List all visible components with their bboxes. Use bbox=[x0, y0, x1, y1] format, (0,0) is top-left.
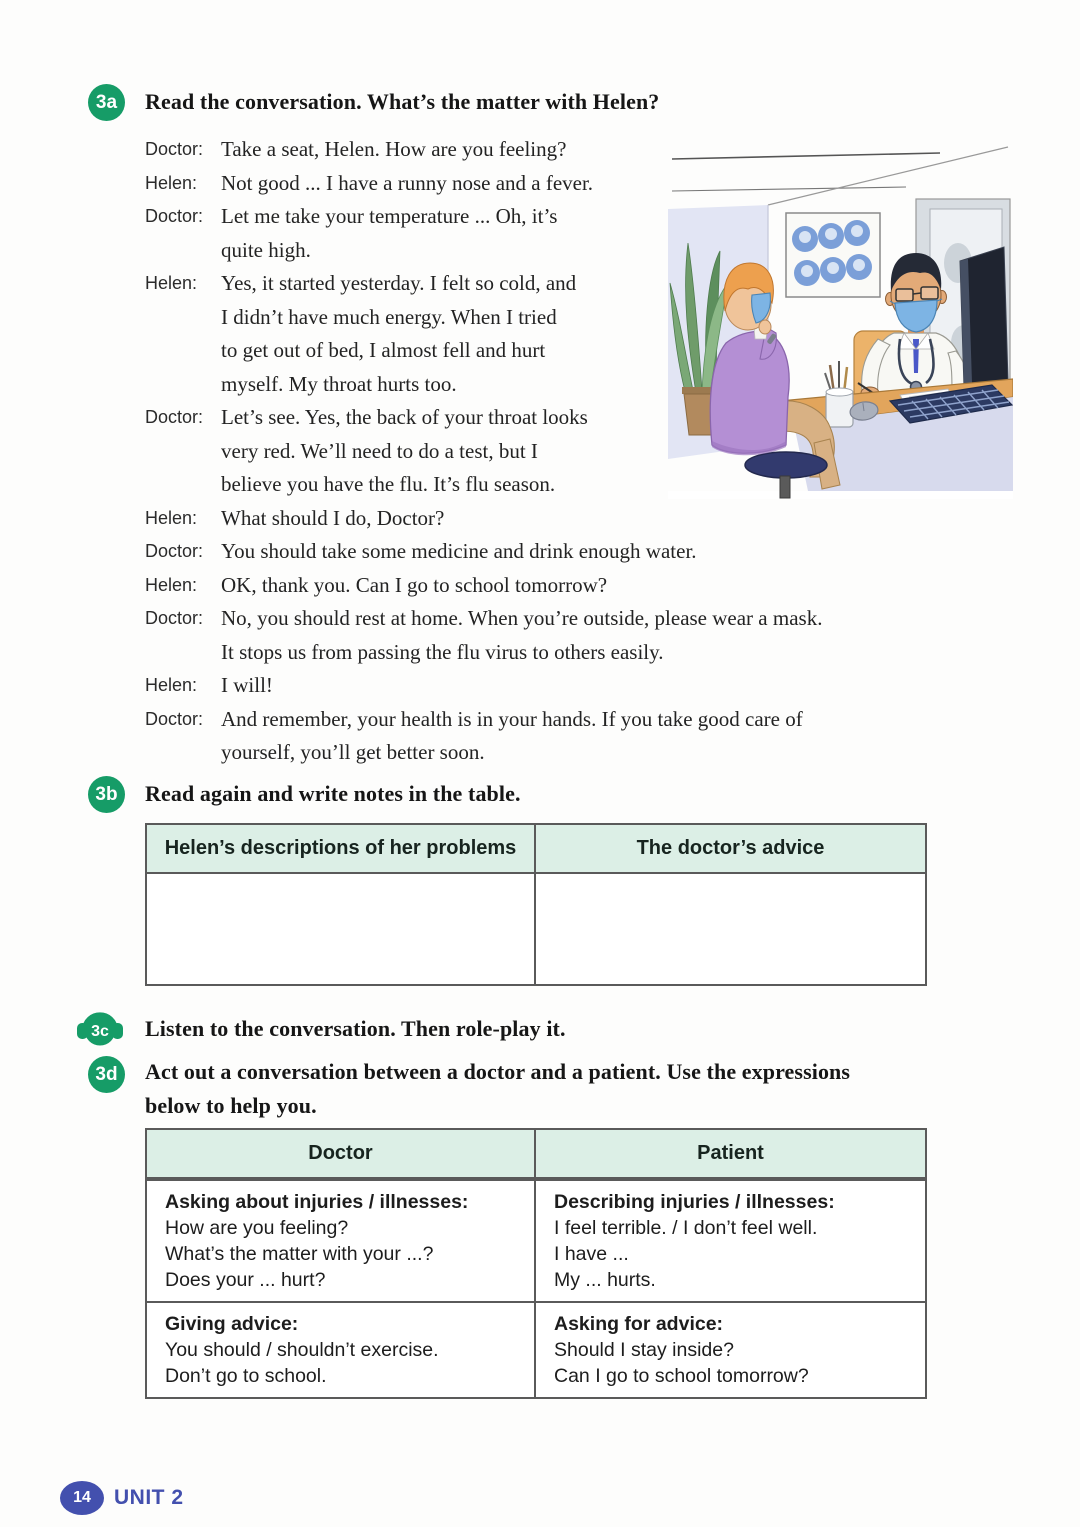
dialogue-text: believe you have the flu. It’s flu season. bbox=[221, 472, 556, 496]
conversation-line bbox=[145, 636, 945, 670]
expressions-table-body bbox=[147, 1179, 925, 1397]
page-number-badge: 14 bbox=[60, 1481, 104, 1515]
expression-category: Asking for advice: bbox=[554, 1313, 724, 1335]
dialogue-text: to get out of bed, I almost fell and hurt bbox=[221, 338, 546, 362]
expression-line: What’s the matter with your ...? bbox=[165, 1243, 434, 1265]
speaker-label bbox=[145, 468, 221, 502]
notes-table-body bbox=[147, 874, 925, 984]
conversation-line bbox=[145, 569, 945, 603]
speaker-label: Helen: bbox=[145, 574, 198, 595]
conversation-line bbox=[145, 736, 945, 770]
speaker-label: Helen: bbox=[145, 172, 198, 193]
notes-column-advice: The doctor’s advice bbox=[636, 837, 825, 859]
expression-cell-doctor bbox=[147, 1181, 536, 1301]
expression-cell-patient bbox=[536, 1303, 925, 1397]
dialogue-text: myself. My throat hurts too. bbox=[221, 371, 457, 396]
expressions-row bbox=[147, 1179, 925, 1301]
expression-line: Should I stay inside? bbox=[554, 1339, 734, 1361]
dialogue-text: You should take some medicine and drink enough water. bbox=[221, 539, 697, 563]
dialogue-text: Yes, it started yesterday. I felt so cold, and bbox=[221, 271, 577, 295]
dialogue-text: Let’s see. Yes, the back of your throat looks bbox=[221, 405, 588, 429]
expressions-column-patient: Patient bbox=[697, 1142, 764, 1164]
speaker-label: Doctor: bbox=[145, 206, 204, 226]
expression-line: I have ... bbox=[554, 1243, 629, 1265]
computer-monitor bbox=[960, 247, 1008, 387]
expressions-column-doctor: Doctor bbox=[147, 1130, 536, 1177]
doctor-office-illustration bbox=[668, 143, 1013, 499]
conversation-line bbox=[145, 703, 945, 737]
expressions-row bbox=[147, 1301, 925, 1397]
section-3c-listening-badge bbox=[74, 1003, 126, 1049]
notes-cell-problems bbox=[147, 874, 536, 984]
section-3b-title: Read again and write notes in the table. bbox=[145, 781, 521, 806]
speaker-label bbox=[145, 234, 221, 268]
notes-table bbox=[145, 823, 927, 986]
section-3c-title: Listen to the conversation. Then role-play it. bbox=[145, 1016, 566, 1041]
speaker-label: Doctor: bbox=[145, 608, 204, 628]
section-3a-badge: 3a bbox=[88, 84, 125, 121]
unit-label: UNIT 2 bbox=[114, 1486, 184, 1509]
conversation-line bbox=[145, 669, 945, 703]
speaker-label bbox=[145, 435, 221, 469]
expressions-table-header bbox=[147, 1130, 925, 1179]
patient-figure bbox=[710, 263, 840, 498]
expression-line: Can I go to school tomorrow? bbox=[554, 1365, 809, 1387]
notes-cell-advice bbox=[536, 874, 925, 984]
dialogue-text: OK, thank you. Can I go to school tomorrow? bbox=[221, 572, 608, 597]
conversation-line bbox=[145, 602, 945, 636]
notes-table-header bbox=[147, 825, 925, 874]
dialogue-text: No, you should rest at home. When you’re outside, please wear a mask. bbox=[221, 606, 823, 630]
section-3c-badge-label: 3c bbox=[91, 1023, 109, 1040]
dialogue-text: Take a seat, Helen. How are you feeling? bbox=[221, 137, 567, 161]
speaker-label: Doctor: bbox=[145, 708, 204, 729]
section-3a-title: Read the conversation. What’s the matter with Helen? bbox=[145, 89, 660, 114]
medical-poster bbox=[786, 213, 880, 297]
expression-line: My ... hurts. bbox=[554, 1269, 656, 1291]
expression-category: Describing injuries / illnesses: bbox=[554, 1191, 835, 1213]
speaker-label: Doctor: bbox=[145, 541, 204, 561]
expression-line: You should / shouldn’t exercise. bbox=[165, 1339, 439, 1361]
stool bbox=[745, 452, 827, 478]
dialogue-text: Let me take your temperature ... Oh, it’s bbox=[221, 204, 558, 228]
dialogue-text: It stops us from passing the flu virus to others easily. bbox=[221, 639, 664, 664]
speaker-label bbox=[145, 334, 221, 368]
dialogue-text: And remember, your health is in your hands. If you take good care of bbox=[221, 706, 803, 731]
section-3d-title-line1: Act out a conversation between a doctor and a patient. Use the expressions bbox=[145, 1059, 851, 1084]
dialogue-text: What should I do, Doctor? bbox=[221, 505, 445, 530]
speaker-label: Doctor: bbox=[145, 407, 204, 427]
dialogue-text: yourself, you’ll get better soon. bbox=[221, 740, 485, 764]
conversation-line bbox=[145, 502, 945, 536]
dialogue-text: quite high. bbox=[221, 237, 311, 262]
speaker-label: Helen: bbox=[145, 675, 198, 695]
speaker-label bbox=[145, 736, 221, 770]
expression-line: I feel terrible. / I don’t feel well. bbox=[554, 1217, 818, 1239]
speaker-label bbox=[145, 301, 221, 335]
expression-category: Asking about injuries / illnesses: bbox=[165, 1191, 469, 1213]
conversation-line bbox=[145, 535, 945, 569]
expression-line: Don’t go to school. bbox=[165, 1365, 327, 1387]
section-3d-badge: 3d bbox=[88, 1056, 125, 1093]
expressions-table bbox=[145, 1128, 927, 1399]
dialogue-text: very red. We’ll need to do a test, but I bbox=[221, 438, 538, 463]
dialogue-text: I didn’t have much energy. When I tried bbox=[221, 304, 557, 329]
speaker-label: Helen: bbox=[145, 273, 198, 293]
notes-column-problems: Helen’s descriptions of her problems bbox=[147, 825, 536, 872]
pen-cup bbox=[825, 361, 853, 427]
dialogue-text: Not good ... I have a runny nose and a fever. bbox=[221, 170, 594, 195]
speaker-label: Helen: bbox=[145, 507, 198, 528]
expression-line: How are you feeling? bbox=[165, 1217, 349, 1239]
expression-cell-doctor bbox=[147, 1303, 536, 1397]
expression-category: Giving advice: bbox=[165, 1313, 299, 1335]
speaker-label bbox=[145, 368, 221, 402]
speaker-label bbox=[145, 636, 221, 670]
dialogue-text: I will! bbox=[221, 673, 273, 697]
speaker-label: Doctor: bbox=[145, 139, 204, 159]
section-3b-badge: 3b bbox=[88, 776, 125, 813]
expression-line: Does your ... hurt? bbox=[165, 1269, 326, 1291]
expression-cell-patient bbox=[536, 1181, 925, 1301]
section-3d-title-line2: below to help you. bbox=[145, 1093, 317, 1118]
